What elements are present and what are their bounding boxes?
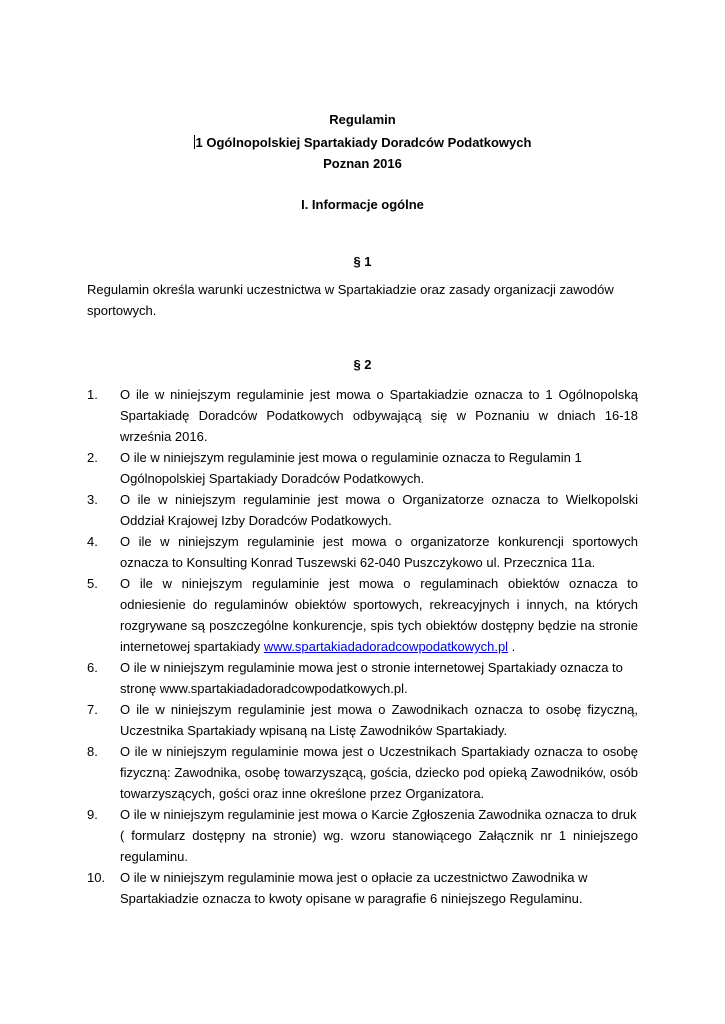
document-subtitle	[0, 135, 725, 151]
spartakiada-website-link[interactable]: www.spartakiadadoradcowpodatkowych.pl	[263, 639, 509, 654]
list-item-text: O ile w niniejszym regulaminie jest mowa o Zawodnikach oznacza to osobę fizyczną, Uczestnika Spartakiady wpisaną na Listę Zawodników Spartakiady.	[120, 702, 638, 738]
list-item-number: 5.	[87, 576, 98, 591]
list-item-number: 1.	[87, 387, 98, 402]
subtitle-text: 1 Ogólnopolskiej Spartakiady Doradców Podatkowych	[195, 135, 532, 150]
list-item-number: 8.	[87, 744, 98, 759]
list-item-text-part: O ile w niniejszym regulaminie jest mowa o regulaminach obiektów oznacza to odniesienie do regulaminów obiektów sportowych, rekreacyjnych i innych, na których rozgrywane są poszczególne konkurencje, spis tych obiektów dostępny będzie na stronie internetowej spartakiady	[120, 576, 638, 654]
list-item-text	[120, 573, 638, 657]
section-heading: I. Informacje ogólne	[301, 197, 424, 212]
list-item-text: O ile w niniejszym regulaminie jest mowa o organizatorze konkurencji sportowych oznacza to Konsulting Konrad Tuszewski 62-040 Puszczykowo ul. Przecznica 11a.	[120, 534, 638, 570]
list-item	[87, 699, 638, 741]
list-item	[87, 489, 638, 531]
list-item	[87, 867, 638, 909]
document-place-year: Poznan 2016	[323, 156, 402, 171]
list-item-number: 4.	[87, 534, 98, 549]
list-item	[87, 573, 638, 657]
paragraph-2-heading: § 2	[353, 357, 372, 372]
paragraph-1-text: Regulamin określa warunki uczestnictwa w Spartakiadzie oraz zasady organizacji zawodów sportowych.	[87, 282, 614, 318]
text-cursor	[194, 135, 195, 149]
definitions-list	[87, 384, 638, 909]
list-item-text: O ile w niniejszym regulaminie jest mowa o Organizatorze oznacza to Wielkopolski Oddział Krajowej Izby Doradców Podatkowych.	[120, 492, 638, 528]
list-item	[87, 531, 638, 573]
list-item	[87, 657, 638, 699]
document-title: Regulamin	[329, 112, 396, 127]
list-item	[87, 804, 638, 867]
list-item-text-line1: O ile w niniejszym regulaminie jest mowa o Karcie Zgłoszenia Zawodnika oznacza to druk	[120, 807, 637, 822]
list-item-number: 7.	[87, 702, 98, 717]
list-item-text: O ile w niniejszym regulaminie mowa jest o stronie internetowej Spartakiady oznacza to stronę www.spartakiadadoradcowpodatkowych.pl.	[120, 660, 623, 696]
list-item-text: O ile w niniejszym regulaminie mowa jest o Uczestnikach Spartakiady oznacza to osobę fizyczną: Zawodnika, osobę towarzyszącą, gościa, dziecko pod opieką Zawodników, osób towarzyszących, gości oraz inne określone przez Organizatora.	[120, 744, 638, 801]
list-item-text: O ile w niniejszym regulaminie jest mowa o Spartakiadzie oznacza to 1 Ogólnopolską Spartakiadę Doradców Podatkowych odbywającą się w Poznaniu w dniach 16-18 września 2016.	[120, 387, 638, 444]
list-item	[87, 384, 638, 447]
list-item-text: O ile w niniejszym regulaminie jest mowa o regulaminie oznacza to Regulamin 1 Ogólnopolskiej Spartakiady Doradców Podatkowych.	[120, 450, 582, 486]
list-item-number: 9.	[87, 807, 98, 822]
list-item-text-end: .	[508, 639, 516, 654]
list-item	[87, 447, 638, 489]
list-item-number: 6.	[87, 660, 98, 675]
list-item-number: 3.	[87, 492, 98, 507]
list-item-text: ( formularz dostępny na stronie) wg. wzoru stanowiącego Załącznik nr 1 niniejszego regulaminu.	[120, 828, 638, 864]
paragraph-1-heading: § 1	[353, 254, 372, 269]
list-item-number: 10.	[87, 870, 106, 885]
list-item-text: O ile w niniejszym regulaminie mowa jest o opłacie za uczestnictwo Zawodnika w Spartakiadzie oznacza to kwoty opisane w paragrafie 6 niniejszego Regulaminu.	[120, 870, 588, 906]
list-item	[87, 741, 638, 804]
list-item-number: 2.	[87, 450, 98, 465]
